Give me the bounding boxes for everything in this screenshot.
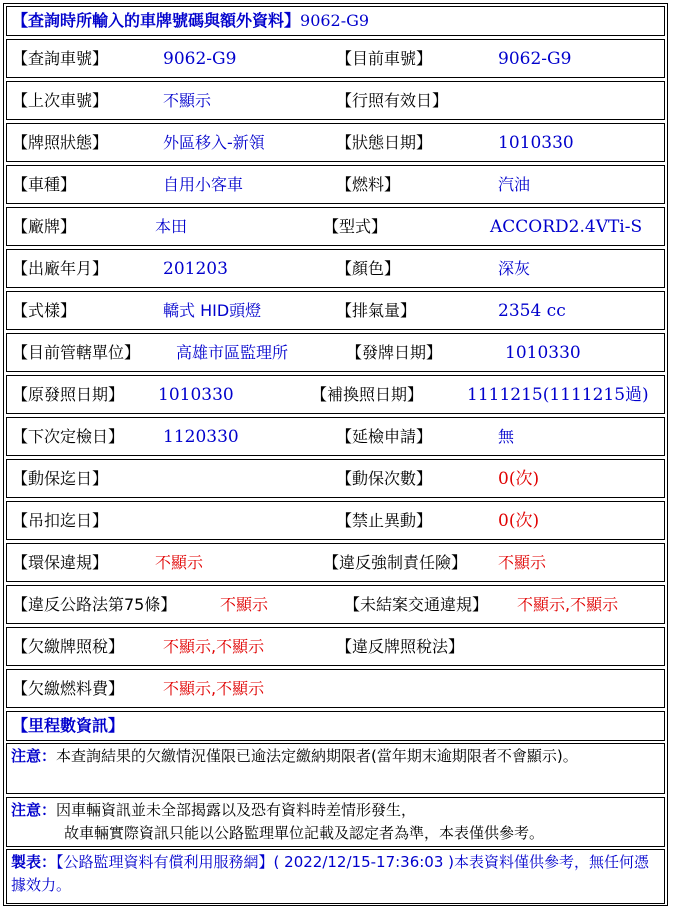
- field-label: 【延檢申請】: [336, 426, 433, 446]
- field-label: 【目前管轄單位】: [12, 342, 141, 362]
- note2-line2: 故車輛實際資訊只能以公路監理單位記載及認定者為準，本表僅供參考。: [64, 824, 545, 842]
- field-value: 不顯示,不顯示: [517, 594, 619, 614]
- note2-line1: 因車輛資訊並未全部揭露以及恐有資料時差情形發生，: [56, 801, 417, 819]
- field-value: 201203: [163, 258, 228, 279]
- field-label: 【廠牌】: [12, 216, 77, 236]
- field-value: 9062-G9: [163, 48, 237, 69]
- footer-timestamp: ( 2022/12/15-17:36:03 ): [273, 853, 455, 871]
- info-row: [6, 417, 665, 456]
- info-row: [6, 669, 665, 708]
- info-row: [6, 291, 665, 330]
- field-label: 【動保次數】: [336, 468, 433, 488]
- note1-text: 本查詢結果的欠繳情況僅限已逾法定繳納期限者(當年期末逾期限者不會顯示)。: [56, 747, 578, 765]
- footer-tail: 本表資料僅供參考，無任何憑據效力。: [11, 853, 650, 894]
- field-label: 【型式】: [323, 216, 388, 236]
- field-label: 【未結案交通違規】: [344, 594, 489, 614]
- field-value: 轎式 HID頭燈: [163, 300, 262, 320]
- info-row: [6, 249, 665, 288]
- info-row: [6, 501, 665, 540]
- field-label: 【動保迄日】: [12, 468, 109, 488]
- info-row: [6, 627, 665, 666]
- field-label: 【車種】: [12, 174, 77, 194]
- field-value: 不顯示: [220, 594, 269, 614]
- field-label: 【排氣量】: [336, 300, 417, 320]
- field-label: 【欠繳牌照稅】: [12, 636, 125, 656]
- report-header: [6, 6, 665, 36]
- field-label: 【燃料】: [336, 174, 401, 194]
- note2-label: 注意：: [11, 801, 57, 819]
- info-row: [6, 459, 665, 498]
- info-row: [6, 207, 665, 246]
- field-value: 高雄市區監理所: [176, 342, 289, 362]
- field-value: 本田: [155, 216, 188, 236]
- field-value: 1010330: [158, 384, 234, 405]
- field-label: 【式樣】: [12, 300, 77, 320]
- field-label: 【查詢車號】: [12, 48, 109, 68]
- field-label: 【下次定檢日】: [12, 426, 125, 446]
- field-label: 【牌照狀態】: [12, 132, 109, 152]
- note-arrears: [6, 743, 665, 794]
- field-label: 【違反強制責任險】: [323, 552, 468, 572]
- info-row: [6, 81, 665, 120]
- field-label: 【補換照日期】: [311, 384, 424, 404]
- header-plate: 9062-G9: [300, 11, 370, 30]
- field-label: 【禁止異動】: [336, 510, 433, 530]
- report-footer: [6, 849, 665, 904]
- field-value: 外區移入-新領: [163, 132, 265, 152]
- field-label: 【行照有效日】: [336, 90, 449, 110]
- field-value: 深灰: [498, 258, 531, 278]
- field-value: 不顯示: [155, 552, 204, 572]
- field-label: 【欠繳燃料費】: [12, 678, 125, 698]
- field-value: 0(次): [498, 510, 540, 531]
- field-value: 1010330: [505, 342, 581, 363]
- field-value: ACCORD2.4VTi-S: [490, 216, 643, 237]
- field-value: 無: [498, 426, 515, 446]
- info-row: [6, 543, 665, 582]
- header-title: 【查詢時所輸入的車牌號碼與額外資料】: [12, 11, 301, 30]
- field-value: 不顯示,不顯示: [163, 678, 265, 698]
- field-label: 【顏色】: [336, 258, 401, 278]
- field-value: 1120330: [163, 426, 239, 447]
- field-value: 9062-G9: [498, 48, 572, 69]
- field-label: 【環保違規】: [12, 552, 109, 572]
- field-label: 【目前車號】: [336, 48, 433, 68]
- field-value: 不顯示,不顯示: [163, 636, 265, 656]
- info-row: [6, 333, 665, 372]
- field-label: 【上次車號】: [12, 90, 109, 110]
- field-label: 【吊扣迄日】: [12, 510, 109, 530]
- info-row: [6, 375, 665, 414]
- field-value: 不顯示: [498, 552, 547, 572]
- note1-label: 注意：: [11, 747, 57, 765]
- field-value: 1111215(1111215過): [467, 384, 649, 405]
- footer-label: 製表：: [11, 853, 57, 871]
- field-value: 汽油: [498, 174, 531, 194]
- field-value: 不顯示: [163, 90, 212, 110]
- info-row: [6, 585, 665, 624]
- info-row: [6, 39, 665, 78]
- info-row: [6, 165, 665, 204]
- mileage-title: 【里程數資訊】: [12, 716, 125, 735]
- field-value: 1010330: [498, 132, 574, 153]
- field-label: 【發牌日期】: [346, 342, 443, 362]
- field-label: 【違反牌照稅法】: [336, 636, 465, 656]
- mileage-section: [6, 711, 665, 741]
- field-value: 自用小客車: [163, 174, 244, 194]
- field-value: 0(次): [498, 468, 540, 489]
- field-label: 【原發照日期】: [12, 384, 125, 404]
- info-row: [6, 123, 665, 162]
- field-label: 【出廠年月】: [12, 258, 109, 278]
- field-label: 【狀態日期】: [336, 132, 433, 152]
- note-disclaimer: [6, 797, 665, 847]
- field-value: 2354 cc: [498, 300, 566, 321]
- field-label: 【違反公路法第75條】: [12, 594, 177, 614]
- footer-source: 【公路監理資料有償利用服務網】: [56, 853, 274, 871]
